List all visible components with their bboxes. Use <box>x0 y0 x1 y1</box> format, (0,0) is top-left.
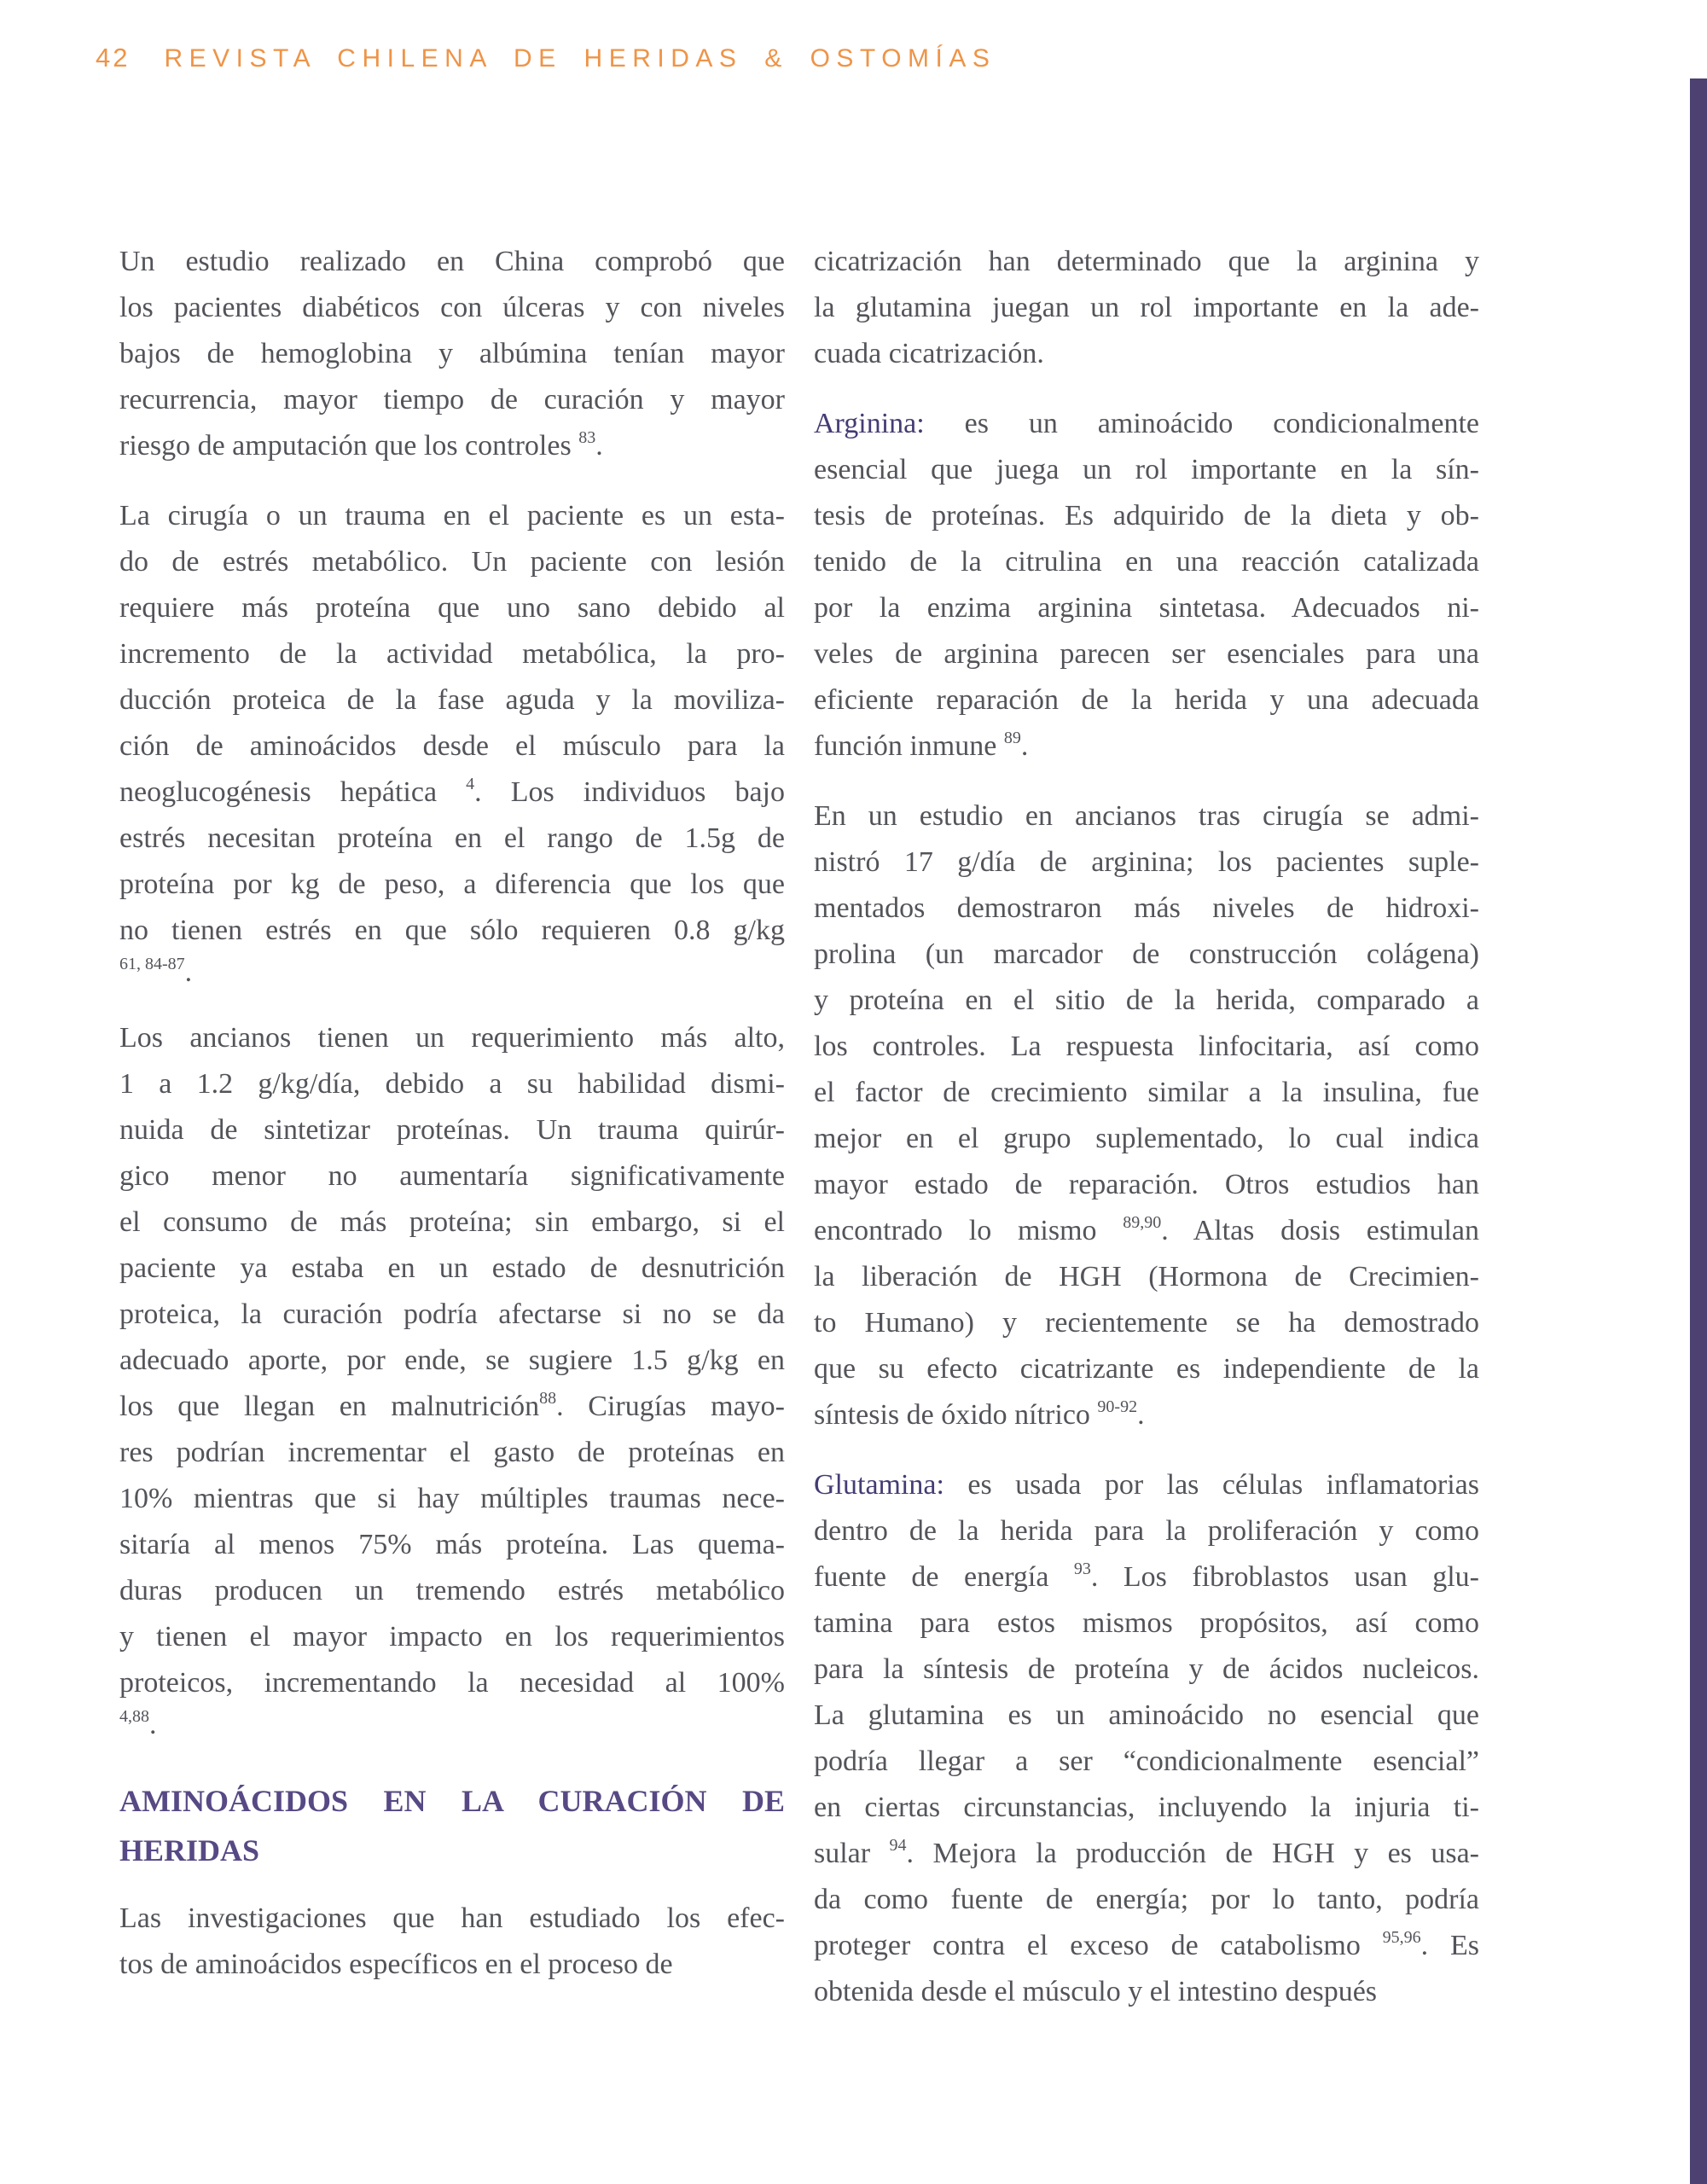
text-line: gico menor no aumentaría significativamente <box>119 1160 785 1192</box>
text-line: mejor en el grupo suplementado, lo cual indica <box>814 1123 1479 1154</box>
citation-superscript: 4 <box>466 775 475 793</box>
text-line: proteica, la curación podría afectarse si no se da <box>119 1298 785 1330</box>
text-line: función inmune $^{89}$. <box>814 729 1029 762</box>
citation-superscript: 61, 84-87 <box>119 955 185 973</box>
article-body <box>119 239 1479 2039</box>
text-line: to Humano) y recientemente se ha demostrado <box>814 1307 1479 1339</box>
text-line: proteger contra el exceso de catabolismo $^{95,96}$. Es <box>814 1928 1479 1961</box>
text-line: tamina para estos mismos propósitos, así como <box>814 1607 1479 1639</box>
text-line: requiere más proteína que uno sano debido al <box>119 592 785 624</box>
text-line: el consumo de más proteína; sin embargo, si el <box>119 1206 785 1238</box>
text-line: mayor estado de reparación. Otros estudios han <box>814 1169 1479 1200</box>
citation-superscript: 89 <box>1003 729 1021 747</box>
text-line: en ciertas circunstancias, incluyendo la injuria ti- <box>814 1792 1479 1823</box>
body-paragraph <box>119 239 785 469</box>
left-column <box>119 239 785 2039</box>
text-line: AMINOÁCIDOS EN LA CURACIÓN DE <box>119 1784 785 1818</box>
text-line: La glutamina es un aminoácido no esencial que <box>814 1699 1479 1731</box>
text-line: podría llegar a ser “condicionalmente esencial” <box>814 1745 1479 1777</box>
text-line: En un estudio en ancianos tras cirugía se admi- <box>814 800 1479 832</box>
text-line: encontrado lo mismo $^{89,90}$. Altas dosis estimulan <box>814 1213 1479 1246</box>
text-line: bajos de hemoglobina y albúmina tenían mayor <box>119 338 785 369</box>
section-heading <box>119 1776 785 1875</box>
text-line: nistró 17 g/día de arginina; los pacientes suple- <box>814 846 1479 878</box>
text-line: eficiente reparación de la herida y una adecuada <box>814 684 1479 716</box>
text-line: para la síntesis de proteína y de ácidos nucleicos. <box>814 1653 1479 1685</box>
text-line: fuente de energía $^{93}$. Los fibroblastos usan glu- <box>814 1560 1479 1593</box>
citation-superscript: 93 <box>1073 1560 1091 1578</box>
term-lead-in: Arginina: <box>814 408 925 439</box>
body-paragraph <box>814 1462 1479 2015</box>
text-line: y tienen el mayor impacto en los requerimientos <box>119 1621 785 1653</box>
text-line: mentados demostraron más niveles de hidroxi- <box>814 892 1479 924</box>
text-line: $^{61, 84-87}$. <box>119 955 193 988</box>
text-line: da como fuente de energía; por lo tanto, podría <box>814 1884 1479 1915</box>
text-line: duras producen un tremendo estrés metabólico <box>119 1575 785 1606</box>
text-line: esencial que juega un rol importante en la sín- <box>814 454 1479 485</box>
citation-superscript: 88 <box>539 1389 557 1408</box>
text-line: Glutamina: es usada por las células inflamatorias <box>814 1469 1479 1501</box>
text-line: la glutamina juegan un rol importante en la ade- <box>814 292 1479 323</box>
text-line: do de estrés metabólico. Un paciente con lesión <box>119 546 785 578</box>
text-line: $^{4,88}$. <box>119 1707 157 1740</box>
body-paragraph <box>119 1896 785 1988</box>
text-line: los controles. La respuesta linfocitaria, así como <box>814 1031 1479 1062</box>
text-line: prolina (un marcador de construcción colágena) <box>814 938 1479 970</box>
text-line: no tienen estrés en que sólo requieren 0.8 g/kg <box>119 915 785 946</box>
text-line: incremento de la actividad metabólica, la pro- <box>119 638 785 670</box>
right-column <box>814 239 1479 2039</box>
text-line: los pacientes diabéticos con úlceras y con niveles <box>119 292 785 323</box>
text-line: dentro de la herida para la proliferación y como <box>814 1515 1479 1547</box>
text-line: Los ancianos tienen un requerimiento más alto, <box>119 1022 785 1054</box>
text-line: riesgo de amputación que los controles $^{83}$. <box>119 428 603 462</box>
text-line: los que llegan en malnutrición$^{88}$. Cirugías mayo- <box>119 1389 785 1422</box>
text-line: que su efecto cicatrizante es independiente de la <box>814 1353 1479 1385</box>
citation-superscript: 90-92 <box>1097 1397 1138 1416</box>
text-line: el factor de crecimiento similar a la insulina, fue <box>814 1077 1479 1108</box>
text-line: estrés necesitan proteína en el rango de 1.5g de <box>119 822 785 854</box>
text-line: cicatrización han determinado que la arginina y <box>814 246 1479 277</box>
text-line: HERIDAS <box>119 1833 260 1867</box>
text-line: Arginina: es un aminoácido condicionalmente <box>814 408 1479 439</box>
text-line: 10% mientras que si hay múltiples traumas nece- <box>119 1483 785 1514</box>
text-line: y proteína en el sitio de la herida, comparado a <box>814 985 1479 1016</box>
page-header <box>96 43 996 73</box>
citation-superscript: 83 <box>578 428 596 447</box>
text-line: tos de aminoácidos específicos en el proceso de <box>119 1949 673 1980</box>
text-line: la liberación de HGH (Hormona de Crecimien- <box>814 1261 1479 1292</box>
text-line: veles de arginina parecen ser esenciales para una <box>814 638 1479 670</box>
citation-superscript: 95,96 <box>1382 1928 1421 1947</box>
text-line: res podrían incrementar el gasto de proteínas en <box>119 1437 785 1468</box>
text-line: recurrencia, mayor tiempo de curación y mayor <box>119 384 785 415</box>
text-line: por la enzima arginina sintetasa. Adecuados ni- <box>814 592 1479 624</box>
text-line: nuida de sintetizar proteínas. Un trauma quirúr- <box>119 1114 785 1146</box>
accent-bar <box>1690 78 1707 2184</box>
text-line: proteicos, incrementando la necesidad al 100% <box>119 1667 785 1699</box>
text-line: tesis de proteínas. Es adquirido de la dieta y ob- <box>814 500 1479 531</box>
text-line: La cirugía o un trauma en el paciente es un esta- <box>119 500 785 531</box>
text-line: Las investigaciones que han estudiado los efec- <box>119 1902 785 1934</box>
text-line: sitaría al menos 75% más proteína. Las quema- <box>119 1529 785 1560</box>
text-line: paciente ya estaba en un estado de desnutrición <box>119 1252 785 1284</box>
text-line: ción de aminoácidos desde el músculo para la <box>119 730 785 762</box>
citation-superscript: 4,88 <box>119 1707 149 1726</box>
body-paragraph <box>814 401 1479 770</box>
body-paragraph <box>814 793 1479 1438</box>
text-line: 1 a 1.2 g/kg/día, debido a su habilidad dismi- <box>119 1068 785 1100</box>
page-number: 42 <box>96 43 131 73</box>
text-line: obtenida desde el músculo y el intestino después <box>814 1976 1378 2007</box>
text-line: proteína por kg de peso, a diferencia que los que <box>119 868 785 900</box>
body-paragraph <box>814 239 1479 377</box>
journal-title: REVISTA CHILENA DE HERIDAS & OSTOMÍAS <box>164 44 996 73</box>
text-line: tenido de la citrulina en una reacción catalizada <box>814 546 1479 578</box>
text-line: sular $^{94}$. Mejora la producción de HGH y es usa- <box>814 1836 1480 1869</box>
term-lead-in: Glutamina: <box>814 1469 944 1501</box>
body-paragraph <box>119 493 785 991</box>
citation-superscript: 94 <box>889 1836 907 1855</box>
body-paragraph <box>119 1015 785 1744</box>
text-line: ducción proteica de la fase aguda y la moviliza- <box>119 684 785 716</box>
text-line: Un estudio realizado en China comprobó que <box>119 246 785 277</box>
text-line: neoglucogénesis hepática $^4$. Los individuos bajo <box>119 775 785 808</box>
text-line: adecuado aporte, por ende, se sugiere 1.5 g/kg en <box>119 1345 785 1376</box>
citation-superscript: 89,90 <box>1123 1213 1162 1232</box>
text-line: cuada cicatrización. <box>814 338 1044 369</box>
text-line: síntesis de óxido nítrico $^{90-92}$. <box>814 1397 1145 1431</box>
